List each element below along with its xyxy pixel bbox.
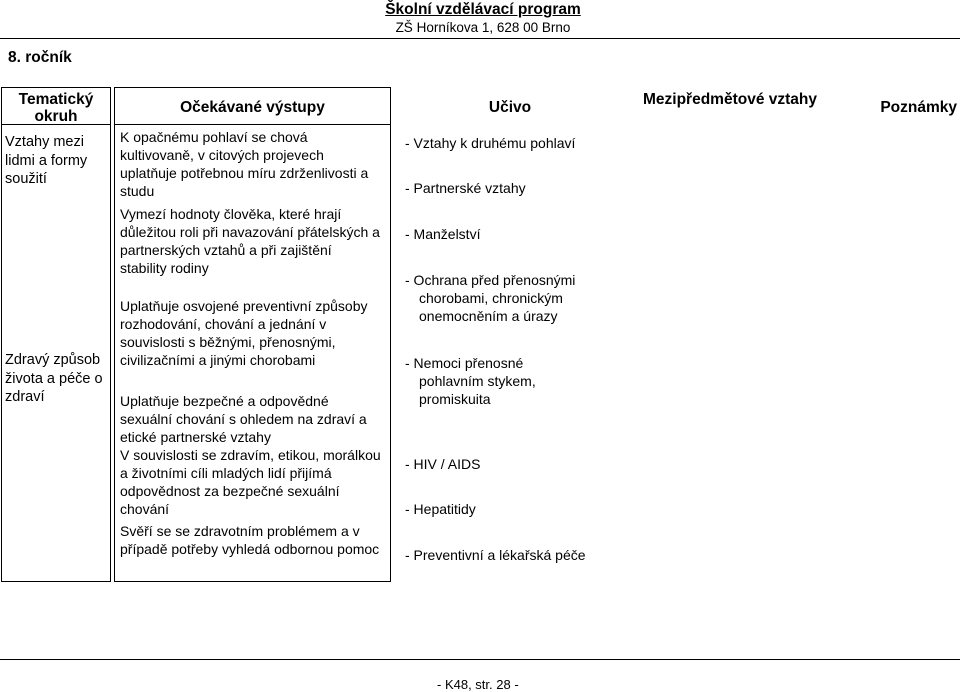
outcome-item: Uplatňuje bezpečné a odpovědné sexuální chování s ohledem na zdraví a etické partnerské vztahy — [120, 393, 367, 446]
curriculum-item: - Ochrana před přenosnými chorobami, chronickým onemocněním a úrazy — [405, 272, 576, 325]
curriculum-item: - Manželství — [405, 226, 481, 242]
topic-relationships: Vztahy mezi lidmi a formy soužití — [5, 134, 88, 187]
page-number: - K48, str. 28 - — [437, 677, 519, 692]
outcome-item: Uplatňuje osvojené preventivní způsoby rozhodování, chování a jednání v souvislosti s běžnými, přenosnými, civilizačními a jinými chorobami — [120, 298, 368, 369]
outcome-item: Vymezí hodnoty člověka, které hrají důležitou roli při navazování přátelských a partnerských vztahů a při zajištění stability rodiny — [120, 206, 380, 277]
curriculum-item: - Hepatitidy — [405, 501, 476, 517]
grade-heading: 8. ročník — [8, 49, 72, 66]
col-header-outcomes: Očekávané výstupy — [180, 99, 325, 116]
col-header-notes: Poznámky — [880, 99, 957, 116]
outcomes-header-divider — [114, 124, 391, 125]
col-header-curriculum: Učivo — [488, 99, 532, 116]
curriculum-item: - Nemoci přenosné pohlavním stykem, promiskuita — [405, 355, 536, 408]
curriculum-item: - HIV / AIDS — [405, 456, 481, 472]
footer-divider — [0, 659, 960, 660]
curriculum-item: - Partnerské vztahy — [405, 180, 526, 196]
document-title: Školní vzdělávací program — [385, 1, 581, 18]
topic-healthy-lifestyle: Zdravý způsob života a péče o zdraví — [5, 352, 103, 405]
outcome-item: V souvislosti se zdravím, etikou, morálkou a životními cíli mladých lidí přijímá odpovědnost za bezpečné sexuální chování — [120, 447, 381, 518]
curriculum-item: - Vztahy k druhému pohlaví — [405, 135, 576, 151]
col-header-topic: Tematický okruh — [18, 91, 94, 125]
school-address: ZŠ Horníkova 1, 628 00 Brno — [395, 20, 571, 35]
col-header-relations: Mezipředmětové vztahy — [643, 91, 817, 108]
header-divider — [0, 38, 960, 39]
outcome-item: K opačnému pohlaví se chová kultivovaně, v citových projevech uplatňuje potřebnou míru zdrženlivosti a studu — [120, 129, 369, 200]
curriculum-item: - Preventivní a lékařská péče — [405, 547, 586, 563]
outcome-item: Svěří se se zdravotním problémem a v případě potřeby vyhledá odbornou pomoc — [120, 523, 380, 558]
